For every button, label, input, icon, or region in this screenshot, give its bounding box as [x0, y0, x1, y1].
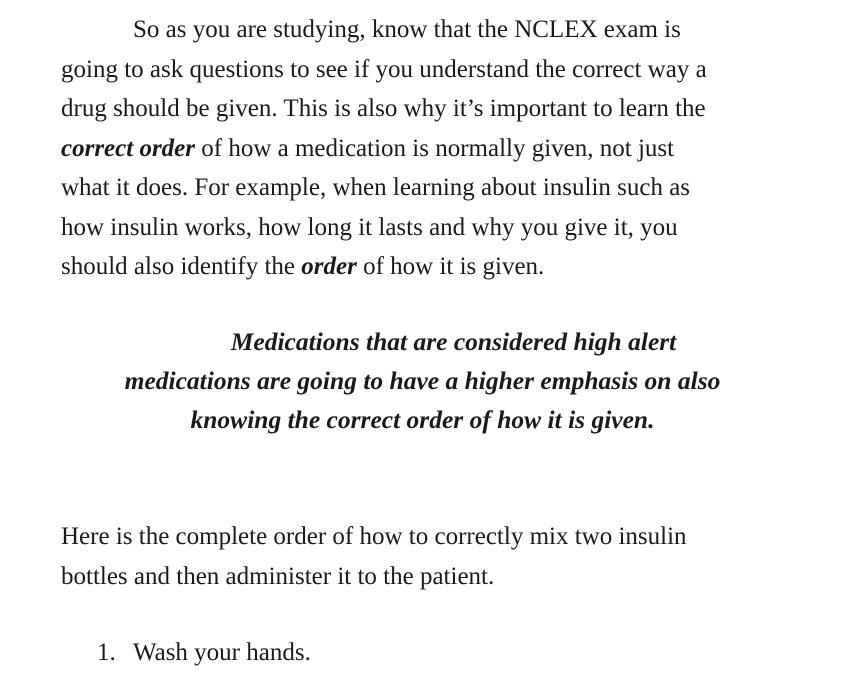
emphasis-order: order	[301, 253, 357, 280]
procedure-intro-paragraph	[61, 517, 781, 597]
list-item	[97, 633, 311, 673]
emphasis-correct-order: correct order	[61, 134, 195, 162]
intro-line-2: going to ask questions to see if you understand the correct way a	[61, 55, 707, 83]
callout-line-1: Medications that are considered high alert	[230, 327, 677, 356]
callout-line-3: knowing the correct order of how it is given.	[190, 405, 655, 434]
intro-line-6: how insulin works, how long it lasts and why you give it, you	[61, 213, 678, 241]
step-text: Wash your hands.	[133, 639, 311, 666]
intro-line-7-pre: should also identify the	[61, 253, 302, 280]
intro-line-4	[61, 129, 761, 169]
steps-list	[97, 633, 311, 673]
intro-line-7-post: of how it is given.	[356, 253, 545, 280]
procedure-line-2: bottles and then administer it to the patient.	[61, 563, 495, 590]
intro-line-5: what it does. For example, when learning about insulin such as	[61, 174, 691, 201]
callout-line-2: medications are going to have a higher emphasis on also	[124, 366, 721, 395]
intro-line-3: drug should be given. This is also why it’s important to learn the	[61, 95, 706, 122]
procedure-line-1: Here is the complete order of how to correctly mix two insulin	[61, 523, 687, 550]
intro-line-1: So as you are studying, know that the NCLEX exam is	[133, 16, 681, 43]
intro-line-4-rest: of how a medication is normally given, not just	[195, 134, 675, 162]
intro-line-7	[61, 247, 761, 287]
step-number: 1.	[97, 639, 116, 666]
high-alert-callout	[40, 322, 805, 439]
intro-paragraph	[61, 10, 761, 287]
